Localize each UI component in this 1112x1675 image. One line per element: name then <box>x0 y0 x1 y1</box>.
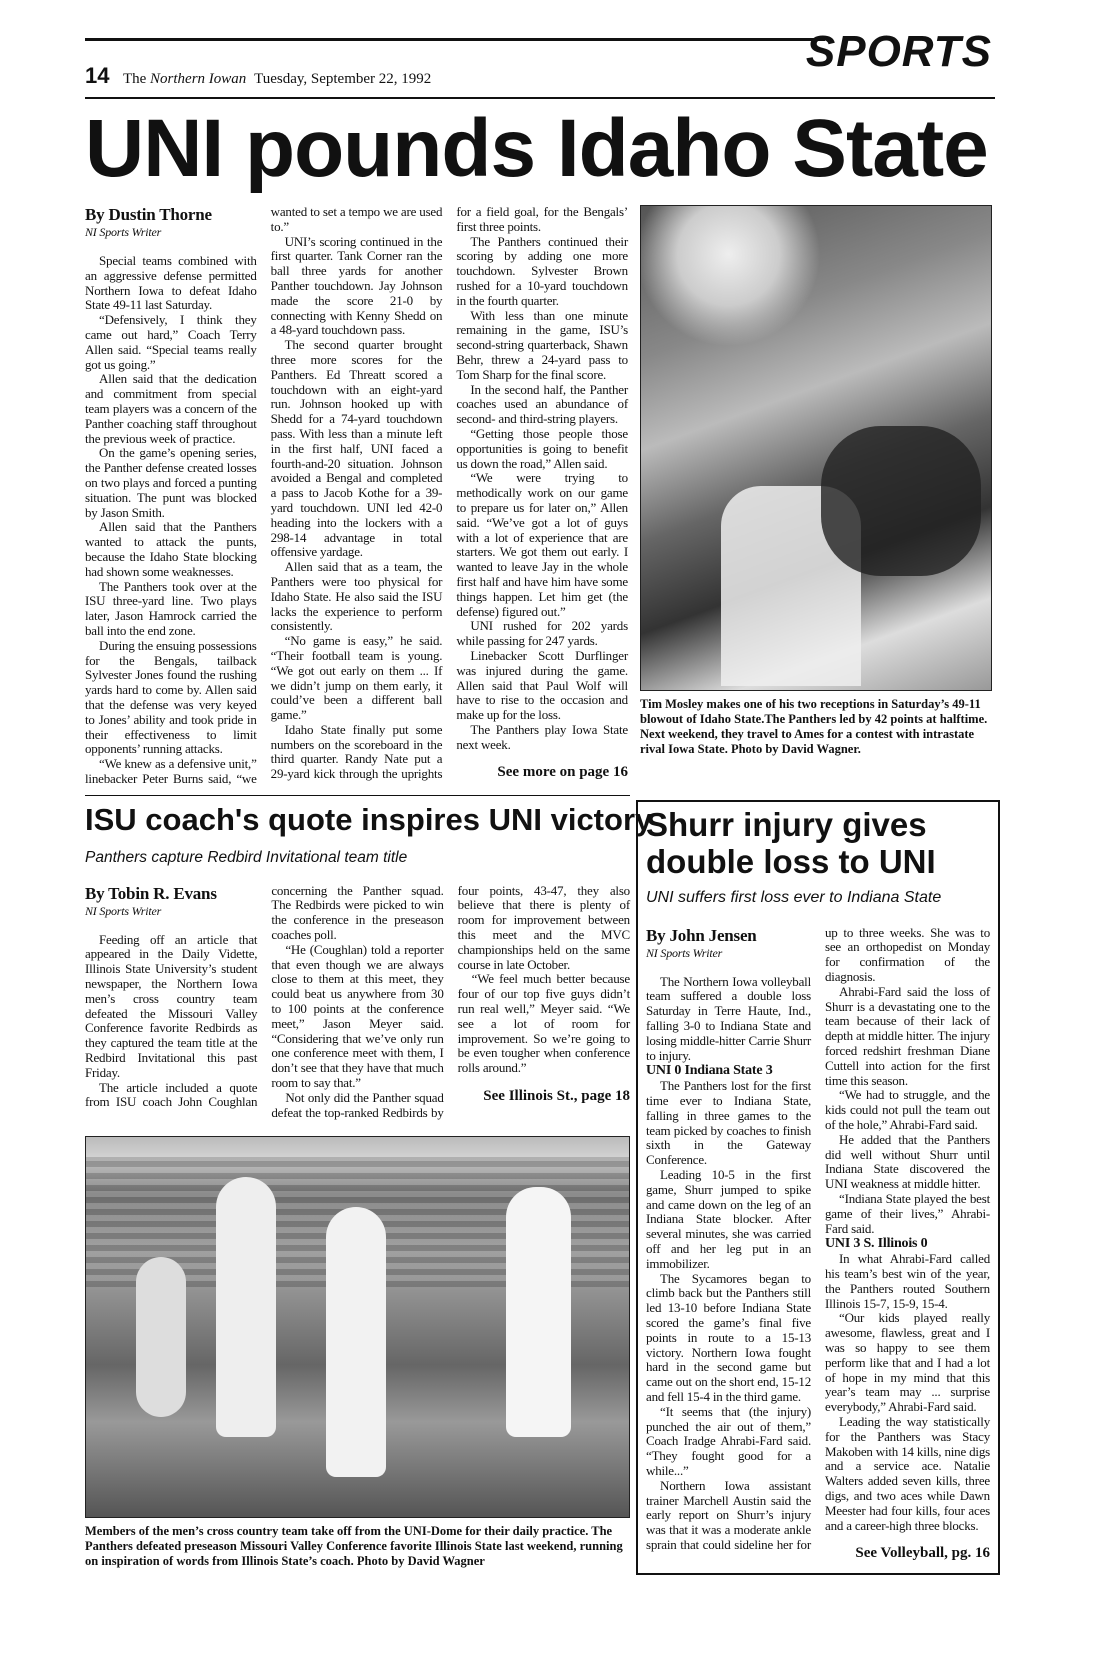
paragraph: “We knew as a defensive unit,” linebacker Peter Burns said, “we wanted to set a tempo we are used to.” <box>85 204 443 786</box>
xc-subhead: Panthers capture Redbird Invitational team title <box>85 848 408 866</box>
bottom-rule <box>85 97 995 99</box>
paper-prefix: The <box>122 71 147 87</box>
paragraph: During the ensuing possessions for the Bengals, tailback Sylvester Jones found the rushing yards hard to come by. Allen said that the defense was very keyed to Jones’ ability and took pride in their effectiveness to limit opponents’ running attacks. <box>85 637 257 757</box>
paragraph: “Indiana State played the best game of their lives,” Ahrabi-Fard said. <box>825 1191 990 1236</box>
paragraph: Allen said that the dedication and commitment from special team players was a concern of the Panther coaching staff throughout the previous week of practice. <box>85 371 257 446</box>
section-label: SPORTS <box>805 27 992 76</box>
jump-link[interactable]: See more on page 16 <box>497 764 628 781</box>
defender-figure <box>821 426 981 576</box>
paragraph: “Our kids played really awesome, flawless, great and I was so happy to see them perform like that and I had a lot of hope in my mind that this year’s team may ... surprise everybody,” Ahrabi-Fard said. <box>825 1310 990 1415</box>
page-number: 14 <box>85 63 110 88</box>
paragraph: Leading 10-5 in the first game, Shurr jumped to spike and came down on the leg of an Indiana State blocker. After several minutes, she was carried off and her leg put in an immobilizer. <box>646 1167 811 1271</box>
byline: By Dustin Thorne <box>85 205 212 224</box>
article-body <box>646 926 990 1564</box>
lead-section <box>85 205 998 787</box>
lead-photo-block <box>640 205 992 757</box>
runner-figure <box>136 1257 186 1417</box>
paragraph: “It seems that (the injury) punched the air out of them,” Coach Iradge Ahrabi-Fard said. “They fought good for a while...” <box>646 1403 811 1478</box>
newspaper-page <box>85 0 998 1595</box>
paragraph: Special teams combined with an aggressive defense permitted Northern Iowa to defeat Idaho State 49-11 last Saturday. <box>85 253 257 313</box>
paragraph: Northern Iowa assistant trainer Marchell Austin said the early report on Shurr’s injury was that it was a moderate ankle sprain that could sideline her for up to three weeks. She was to see an orthopedist on Monday for confirmation of the diagnosis. <box>646 924 990 1552</box>
paragraph: “Getting those people those opportunities is going to benefit us down the road,” Allen said. <box>456 425 628 471</box>
paragraph: The Panthers lost for the first time ever to Indiana State, falling in three games to the team picked by coaches to finish sixth in the Gateway Conference. <box>646 1078 811 1168</box>
byline-role: NI Sports Writer <box>85 903 162 918</box>
jump-link[interactable]: See Volleyball, pg. 16 <box>855 1545 990 1562</box>
runner-figure <box>216 1177 276 1437</box>
paragraph: He added that the Panthers did well without Shurr until Indiana State discovered the UNI weakness at middle hitter. <box>825 1131 990 1192</box>
paragraph: On the game’s opening series, the Panther defense created losses on two plays and forced a punting situation. The punt was blocked by Jason Smith. <box>85 445 257 520</box>
issue-date: Tuesday, September 22, 1992 <box>254 71 432 87</box>
lead-story <box>85 205 628 787</box>
paragraph: Allen said that the Panthers wanted to attack the punts, because the Idaho State blocking had shown some weaknesses. <box>85 519 257 579</box>
paragraph: “Defensively, I think they came out hard,” Coach Terry Allen said. “Special teams really got us going.” <box>85 312 257 372</box>
byline-role: NI Sports Writer <box>646 945 723 960</box>
byline-role: NI Sports Writer <box>85 225 162 239</box>
paper-name: Northern Iowan <box>150 71 247 87</box>
paragraph: The second quarter brought three more scores for the Panthers. Ed Threatt scored a touchdown with an eight-yard run. Johnson hooked up with Shedd for a 74-yard touchdown pass. With less than a minute left in the first half, UNI faced a fourth-and-20 situation. Johnson avoided a Bengal and completed a pass to Jacob Kothe for a 39-yard touchdown. UNI led 42-0 heading into the lockers with a 298-14 advantage in total offensive yardage. <box>270 337 443 560</box>
bottom-section <box>85 800 998 1576</box>
runner-figure <box>506 1187 571 1437</box>
volleyball-box <box>636 800 1000 1576</box>
vb-subhead: UNI suffers first loss ever to Indiana State <box>646 888 942 906</box>
paragraph: “He (Coughlan) told a reporter that even though we are always close to them at this meet, they could beat us anywhere from 30 to 100 points at the conference meet,” Jason Meyer said. “Considering that we’ve only run one conference meet with them, I don’t see that they have that much room to say that.” <box>271 941 444 1091</box>
paragraph: The article included a quote from ISU coach John Coughlan concerning the Panther squad. The Redbirds were picked to win the conference in the preseason coaches poll. <box>85 882 444 1110</box>
section-subhead: UNI 0 Indiana State 3 <box>646 1063 773 1079</box>
paragraph: UNI rushed for 202 yards while passing for 247 yards. <box>456 618 628 649</box>
cross-country-photo <box>85 1136 630 1518</box>
article-body <box>85 884 630 1121</box>
paragraph: UNI’s scoring continued in the first quarter. Tank Corner ran the ball three yards for another Panther touchdown. Jay Johnson made the score 21-0 by connecting with Kenny Shedd on a 48-yard touchdown pass. <box>270 233 443 338</box>
byline: By Tobin R. Evans <box>85 883 217 903</box>
divider <box>85 795 630 796</box>
photo-caption: Tim Mosley makes one of his two receptions in Saturday’s 49-11 blowout of Idaho State.The Panthers led by 42 points at halftime. Next weekend, they travel to Ames for a contest with intrastate rival Iowa State. Photo by David Wagner. <box>640 697 988 756</box>
paragraph: With less than one minute remaining in the game, ISU’s second-string quarterback, Shawn Behr, threw a 24-yard pass to Tom Sharp for the final score. <box>456 307 628 382</box>
paragraph: In the second half, the Panther coaches used an abundance of second- and third-string players. <box>456 381 628 427</box>
paragraph: The Northern Iowa volleyball team suffered a double loss Saturday in Terre Haute, Ind., falling 3-0 to Indiana State and losing middle-hitter Carrie Shurr to injury. <box>646 973 811 1063</box>
paragraph: “No game is easy,” he said. “Their football team is young. “We got out early on them ... If we didn’t jump on them early, it could’ve been a different ball game.” <box>270 633 443 723</box>
paragraph: Leading the way statistically for the Panthers was Stacy Makoben with 14 kills, nine digs and a service ace. Natalie Walters added seven kills, three digs, and two aces while Dawn Meester had four kills, four aces and a career-high three blocks. <box>825 1413 990 1533</box>
paragraph: In what Ahrabi-Fard called his team’s best win of the year, the Panthers routed Southern Illinois 15-7, 15-9, 15-4. <box>825 1251 990 1311</box>
vb-headline: Shurr injury gives double loss to UNI <box>646 805 936 880</box>
paragraph: The Panthers continued their scoring by adding one more touchdown. Sylvester Brown rushed for a 10-yard touchdown in the fourth quarter. <box>456 233 628 308</box>
paragraph: Allen said that as a team, the Panthers were too physical for Idaho State. He also said the ISU lacks the experience to perform consistently. <box>270 559 443 634</box>
folio <box>85 63 431 89</box>
paragraph: The Panthers play Iowa State next week. <box>456 721 628 752</box>
section-subhead: UNI 3 S. Illinois 0 <box>825 1236 928 1252</box>
paragraph: Ahrabi-Fard said the loss of Shurr is a devastating one to the team because of their lack of depth at middle hitter. The injury forced redshirt freshman Diane Cuttell into action for the first time this season. <box>825 983 990 1088</box>
paragraph: Idaho State finally put some numbers on the scoreboard in the third quarter. Randy Nate put a 29-yard kick through the uprights for a field goal, for the Bengals’ first three points. <box>270 204 628 782</box>
paragraph: Linebacker Scott Durflinger was injured during the game. Allen said that Paul Wolf will have to rise to the occasion and make up for the loss. <box>456 647 628 723</box>
paragraph: The Sycamores began to climb back but the Panthers still led 13-10 before Indiana State scored the game’s final five points in route to a 15-13 victory. Northern Iowa fought hard in the second game but came out on the short end, 15-12 and fell 15-4 in the third game. <box>646 1270 811 1404</box>
jump-link[interactable]: See Illinois St., page 18 <box>483 1088 630 1105</box>
byline: By John Jensen <box>646 925 757 945</box>
photo-caption: Members of the men’s cross country team take off from the UNI-Dome for their daily practice. The Panthers defeated preseason Missouri Valley Conference favorite Illinois State last weekend, running on inspiration of words from Illinois State’s coach. Photo by David Wagner <box>85 1524 623 1569</box>
paragraph: The Panthers took over at the ISU three-yard line. Two plays later, Jason Hamrock carried the ball into the end zone. <box>85 578 257 638</box>
runner-figure <box>326 1207 386 1477</box>
xc-headline: ISU coach's quote inspires UNI victory <box>85 801 653 837</box>
paragraph: “We feel much better because four of our top five guys didn’t run real well,” Meyer said. “We see a lot of room for improvement. So we’re going to be even tougher when conference rolls around.” <box>457 971 630 1076</box>
paragraph: “We were trying to methodically work on our game to prepare us for later on,” Allen said. “We’ve got a lot of guys with a lot of experience that are starters. We got them out early. I wanted to leave Jay in the whole first half and have him have some things happen. Let him get (the defense) figured out.” <box>456 470 628 619</box>
football-photo <box>640 205 992 691</box>
masthead <box>85 27 998 97</box>
xc-block <box>85 800 653 1570</box>
paragraph: Not only did the Panther squad defeat the top-ranked Redbirds by four points, 43-47, they also believe that there is plenty of room for improvement between this meet and the MVC championships held on the same course in late October. <box>271 882 630 1120</box>
lead-headline: UNI pounds Idaho State <box>85 103 988 194</box>
article-body <box>85 205 628 787</box>
paragraph: Feeding off an article that appeared in the Daily Vidette, Illinois State University’s student newspaper, the Northern Iowa men’s cross country team defeated the Missouri Valley Conference favorite Redbirds as they captured the team title at the Redbird Invitational this past Friday. <box>85 931 258 1080</box>
paragraph: “We had to struggle, and the kids could not pull the team out of the hole,” Ahrabi-Fard said. <box>825 1087 990 1133</box>
